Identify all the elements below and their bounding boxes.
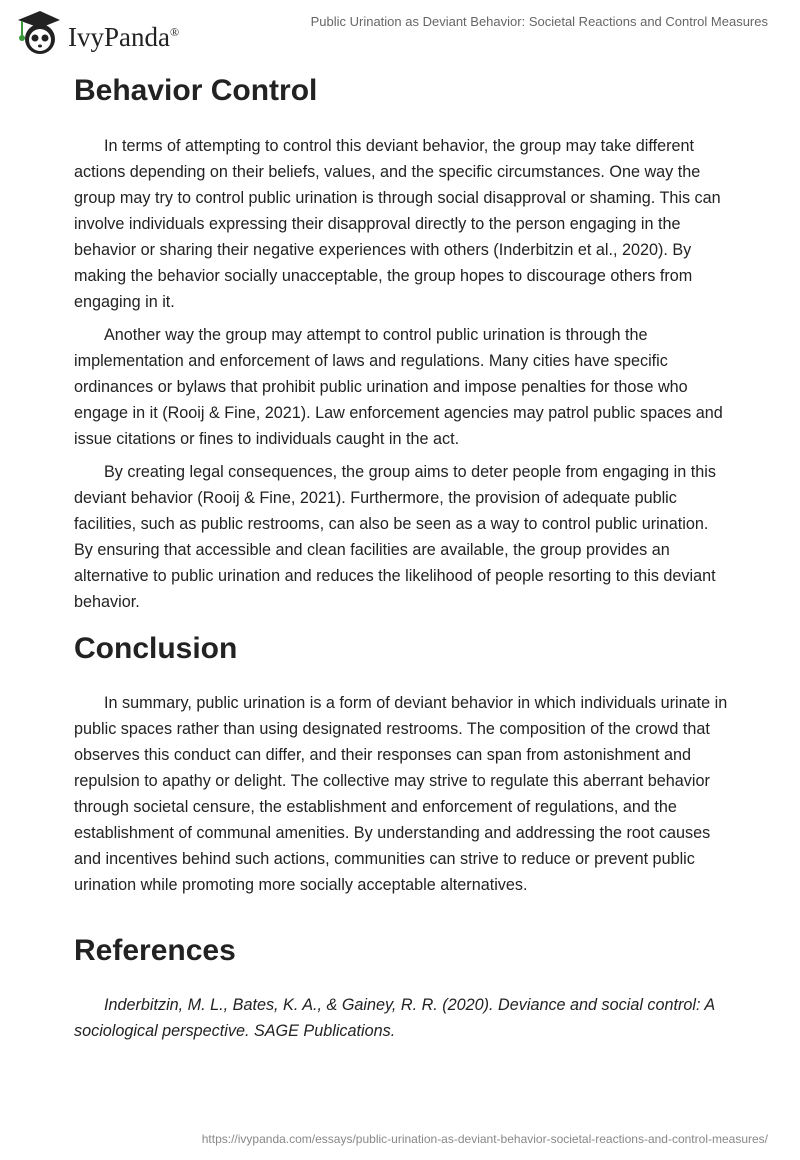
ivypanda-logo[interactable] [14,8,179,56]
reference-entry: Inderbitzin, M. L., Bates, K. A., & Gainey, R. R. (2020). Deviance and social control: A sociological perspective. SAGE Publications. [74,996,715,1040]
heading-conclusion: Conclusion [74,632,238,665]
heading-references: References [74,934,236,967]
logo-name: IvyPanda [68,21,170,52]
paragraph: By creating legal consequences, the group aims to deter people from engaging in this deviant behavior (Rooij & Fine, 2021). Furthermore, the provision of adequate public facilities, such as public restrooms, can also be seen as a way to control public urination. By ensuring that accessible and clean facilities are available, the group provides an alternative to public urination and reduces the likelihood of people resorting to this deviant behavior. [74,463,716,611]
paragraph: In summary, public urination is a form of deviant behavior in which individuals urinate in public spaces rather than using designated restrooms. The composition of the crowd that observes this conduct can differ, and their responses can span from astonishment and repulsion to apathy or delight. The collective may strive to regulate this aberrant behavior through societal censure, the establishment and enforcement of regulations, and the establishment of communal amenities. By understanding and addressing the root causes and incentives behind such actions, communities can strive to reduce or prevent public urination while promoting more socially acceptable alternatives. [74,694,728,894]
paragraph: In terms of attempting to control this deviant behavior, the group may take different actions depending on their beliefs, values, and the specific circumstances. One way the group may try to control public urination is through social disapproval or shaming. This can involve individuals expressing their disapproval directly to the person engaging in the behavior or sharing their negative experiences with others (Inderbitzin et al., 2020). By making the behavior socially unacceptable, the group hopes to discourage others from engaging in it. [74,137,721,311]
registered-mark: ® [169,24,180,39]
logo-text [68,22,179,53]
document-title: Public Urination as Deviant Behavior: Societal Reactions and Control Measures [310,14,768,29]
footer-url[interactable]: https://ivypanda.com/essays/public-urination-as-deviant-behavior-societal-reactions-and-control-measures/ [201,1132,768,1146]
heading-behavior-control: Behavior Control [74,74,318,107]
paragraph: Another way the group may attempt to control public urination is through the implementation and enforcement of laws and regulations. Many cities have specific ordinances or bylaws that prohibit public urination and impose penalties for those who engage in it (Rooij & Fine, 2021). Law enforcement agencies may patrol public spaces and issue citations or fines to individuals caught in the act. [74,326,723,448]
panda-graduate-icon [14,8,62,56]
